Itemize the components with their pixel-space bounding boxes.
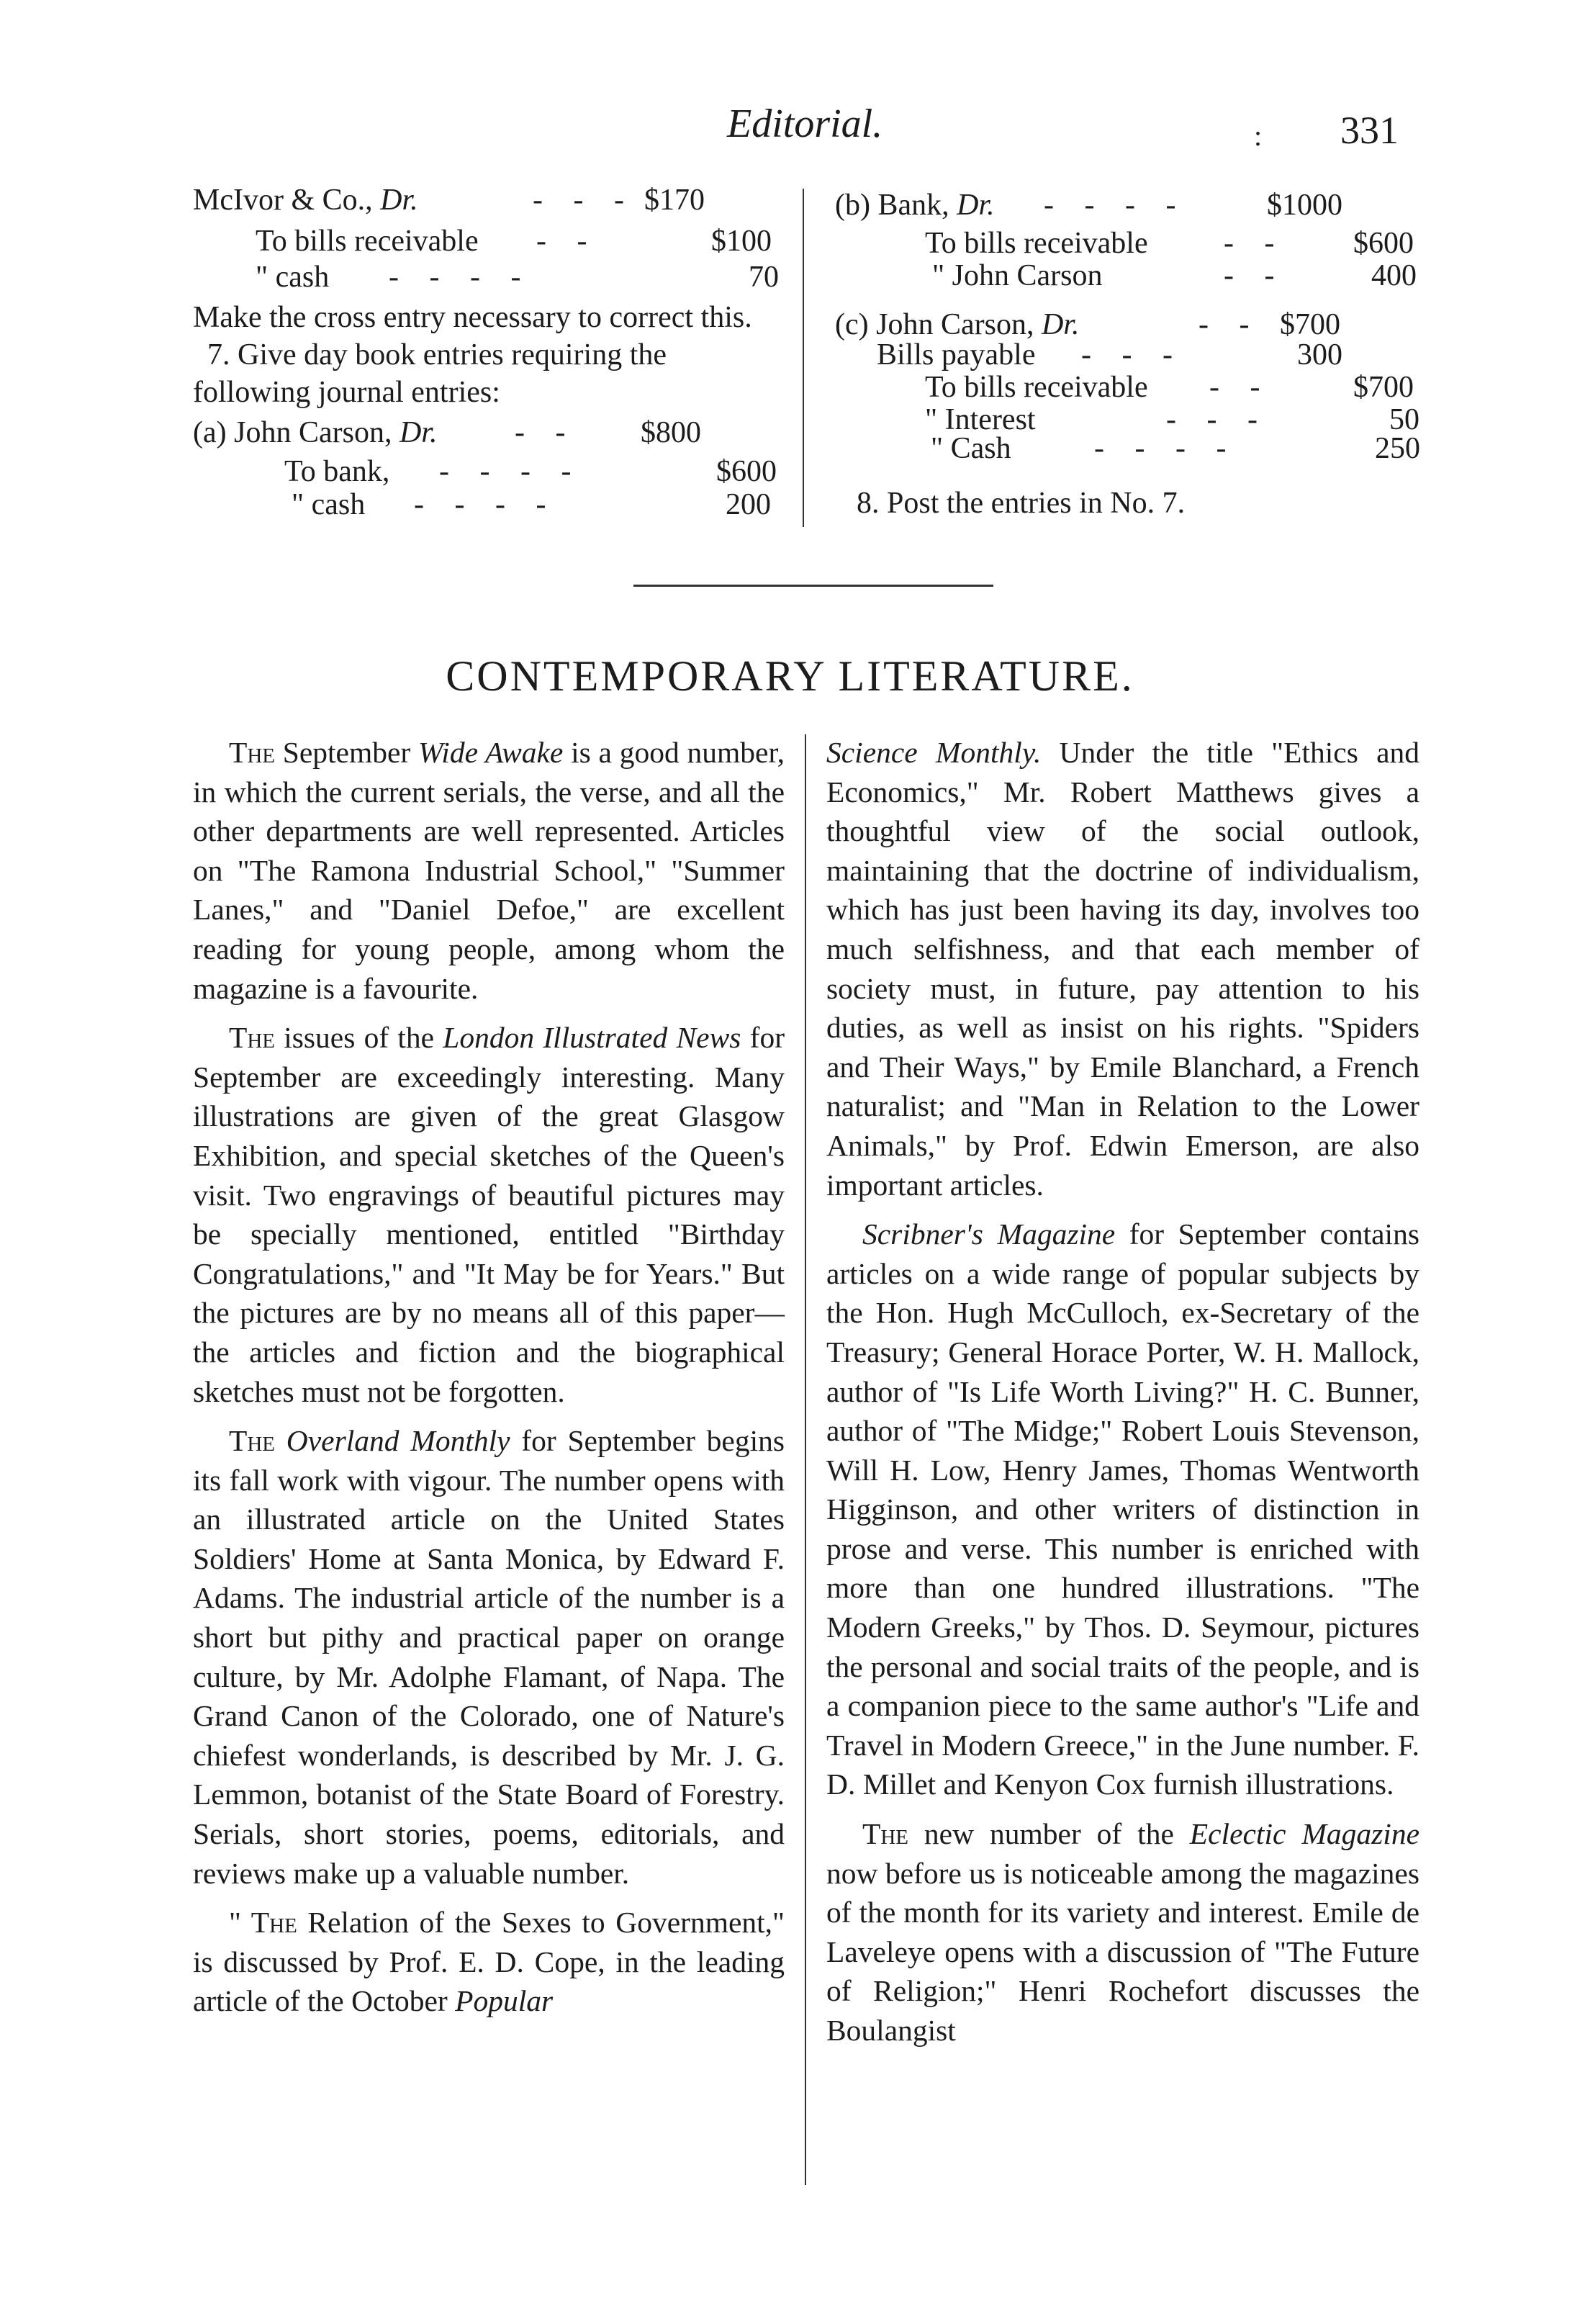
entry-a-amount: $800 (641, 416, 701, 449)
entry-a-line-label: To bank, (284, 455, 390, 488)
leader-dots: - - - - (414, 488, 558, 521)
leader-dots: - - (515, 416, 577, 449)
leader-dots: - - - - (1094, 432, 1238, 465)
paragraph-science-monthly: Science Monthly. Under the title "Ethics and Economics," Mr. Robert Matthews gives a thoughtful view of the social outlook, maintaining that the doctrine of individualism, which has just been having its day, involves too much selfishness, and that each member of society must, in future, pay attention to his duties, as well as insist on his rights. "Spiders and Their Ways," by Emile Blanchard, a French naturalist; and "Man in Relation to the Lower Animals," by Prof. Edwin Emerson, are also important articles. (826, 736, 1419, 1202)
mcivor-entry-amount: $170 (644, 184, 705, 217)
section-heading: CONTEMPORARY LITERATURE. (446, 652, 1134, 700)
entry-c-line-amount: 50 (1389, 403, 1419, 436)
header-mark: : (1254, 120, 1263, 152)
leader-dots: - - - - (389, 261, 533, 294)
paragraph-eclectic-magazine: The new number of the Eclectic Magazine now before us is noticeable among the magazines of the month for its variety and interest. Emile de Laveleye opens with a discussion of "The Future of Religion;" Henri Rochefort discusses the Boulangist (826, 1817, 1419, 2047)
entry-c-line-label: To bills receivable (925, 371, 1148, 404)
entry-c-line-label: " Cash (931, 432, 1011, 465)
paragraph-wide-awake: The September Wide Awake is a good number, in which the current serials, the verse, and all the other departments are well represented. Articles on "The Ramona Industrial School," "Summer Lanes," and "Daniel Defoe," are excellent reading for young people, among whom the magazine is a favourite. (193, 736, 785, 1005)
entry-c-extra-amount: 300 (1297, 338, 1342, 371)
leader-dots: - - - (1081, 338, 1184, 371)
entry-b-line-amount: 400 (1371, 259, 1417, 292)
left-column (193, 733, 785, 2021)
question-7-line-2: following journal entries: (193, 376, 500, 409)
leader-dots: - - - (1166, 403, 1269, 436)
leader-dots: - - (1224, 227, 1286, 260)
entry-a-line-amount: 200 (726, 488, 771, 521)
entry-a-line-amount: $600 (716, 455, 777, 488)
paragraph-scribners-magazine: Scribner's Magazine for September contains articles on a wide range of popular subjects by the Hon. Hugh McCulloch, ex-Secretary of the Treasury; General Horace Porter, W. H. Mallock, author of "Is Life Worth Living?" H. C. Bunner, author of "The Midge;" Robert Louis Stevenson, Will H. Low, Henry James, Thomas Wentworth Higginson, and other writers of distinction in prose and verse. This number is enriched with more than one hundred illustrations. "The Modern Greeks," by Thos. D. Seymour, pictures the personal and social traits of the people, and is a companion piece to the same author's "Life and Travel in Modern Greece," in the June number. F. D. Millet and Kenyon Cox furnish illustrations. (826, 1217, 1419, 1801)
right-column (826, 733, 1419, 2050)
leader-dots: - - (536, 225, 599, 258)
leader-dots: - - (1209, 371, 1272, 404)
entry-b-amount: $1000 (1267, 189, 1342, 222)
entry-c-label: (c) John Carson, Dr. (835, 308, 1080, 341)
paragraph-overland-monthly: The Overland Monthly for September begins its fall work with vigour. The number opens with an illustrated article on the United States Soldiers' Home at Santa Monica, by Edward F. Adams. The industrial article of the number is a short but pithy and practical paper on orange culture, by Mr. Adolphe Flamant, of Napa. The Grand Canon of the Colorado, one of Nature's chiefest wonderlands, is described by Mr. J. G. Lemmon, botanist of the State Board of Forestry. Serials, short stories, poems, editorials, and reviews make up a valuable number. (193, 1424, 785, 1890)
correction-instruction: Make the cross entry necessary to correct this. (193, 301, 752, 334)
mcivor-line-label: To bills receivable (256, 225, 479, 258)
entry-b-label: (b) Bank, Dr. (835, 189, 995, 222)
leader-dots: - - - (533, 184, 636, 217)
paragraph-relation-of-sexes: " The Relation of the Sexes to Government," is discussed by Prof. E. D. Cope, in the leading article of the October Popular (193, 1906, 785, 2018)
page-number: 331 (1340, 109, 1399, 152)
running-title: Editorial. (727, 102, 883, 146)
column-divider (803, 189, 804, 527)
leader-dots: - - (1198, 308, 1261, 341)
section-divider (633, 585, 993, 587)
leader-dots: - - - - (1044, 189, 1188, 222)
entry-b-line-amount: $600 (1353, 227, 1414, 260)
mcivor-line-amount: 70 (749, 261, 779, 294)
entry-c-line-amount: $700 (1353, 371, 1414, 404)
entry-c-amount: $700 (1280, 308, 1340, 341)
question-8: 8. Post the entries in No. 7. (857, 487, 1186, 520)
question-7-line-1: 7. Give day book entries requiring the (207, 338, 667, 371)
entry-c-line-label: " Interest (925, 403, 1036, 436)
leader-dots: - - (1224, 259, 1286, 292)
column-divider (805, 734, 806, 2185)
mcivor-line-label: " cash (256, 261, 330, 294)
leader-dots: - - - - (439, 455, 583, 488)
entry-c-line-amount: 250 (1375, 432, 1420, 465)
mcivor-entry-label: McIvor & Co., Dr. (193, 184, 418, 217)
entry-a-label: (a) John Carson, Dr. (193, 416, 438, 449)
entry-b-line-label: To bills receivable (925, 227, 1148, 260)
mcivor-line-amount: $100 (711, 225, 772, 258)
paragraph-london-illustrated-news: The issues of the London Illustrated News for September are exceedingly interesting. Many illustrations are given of the great Glasgow Exhibition, and special sketches of the Queen's visit. Two engravings of beautiful pictures may be specially mentioned, entitled "Birthday Congratulations," and "It May be for Years." But the pictures are by no means all of this paper—the articles and fiction and the biographical sketches must not be forgotten. (193, 1021, 785, 1408)
entry-c-extra-label: Bills payable (877, 338, 1036, 371)
entry-a-line-label: " cash (292, 488, 366, 521)
entry-b-line-label: " John Carson (932, 259, 1103, 292)
